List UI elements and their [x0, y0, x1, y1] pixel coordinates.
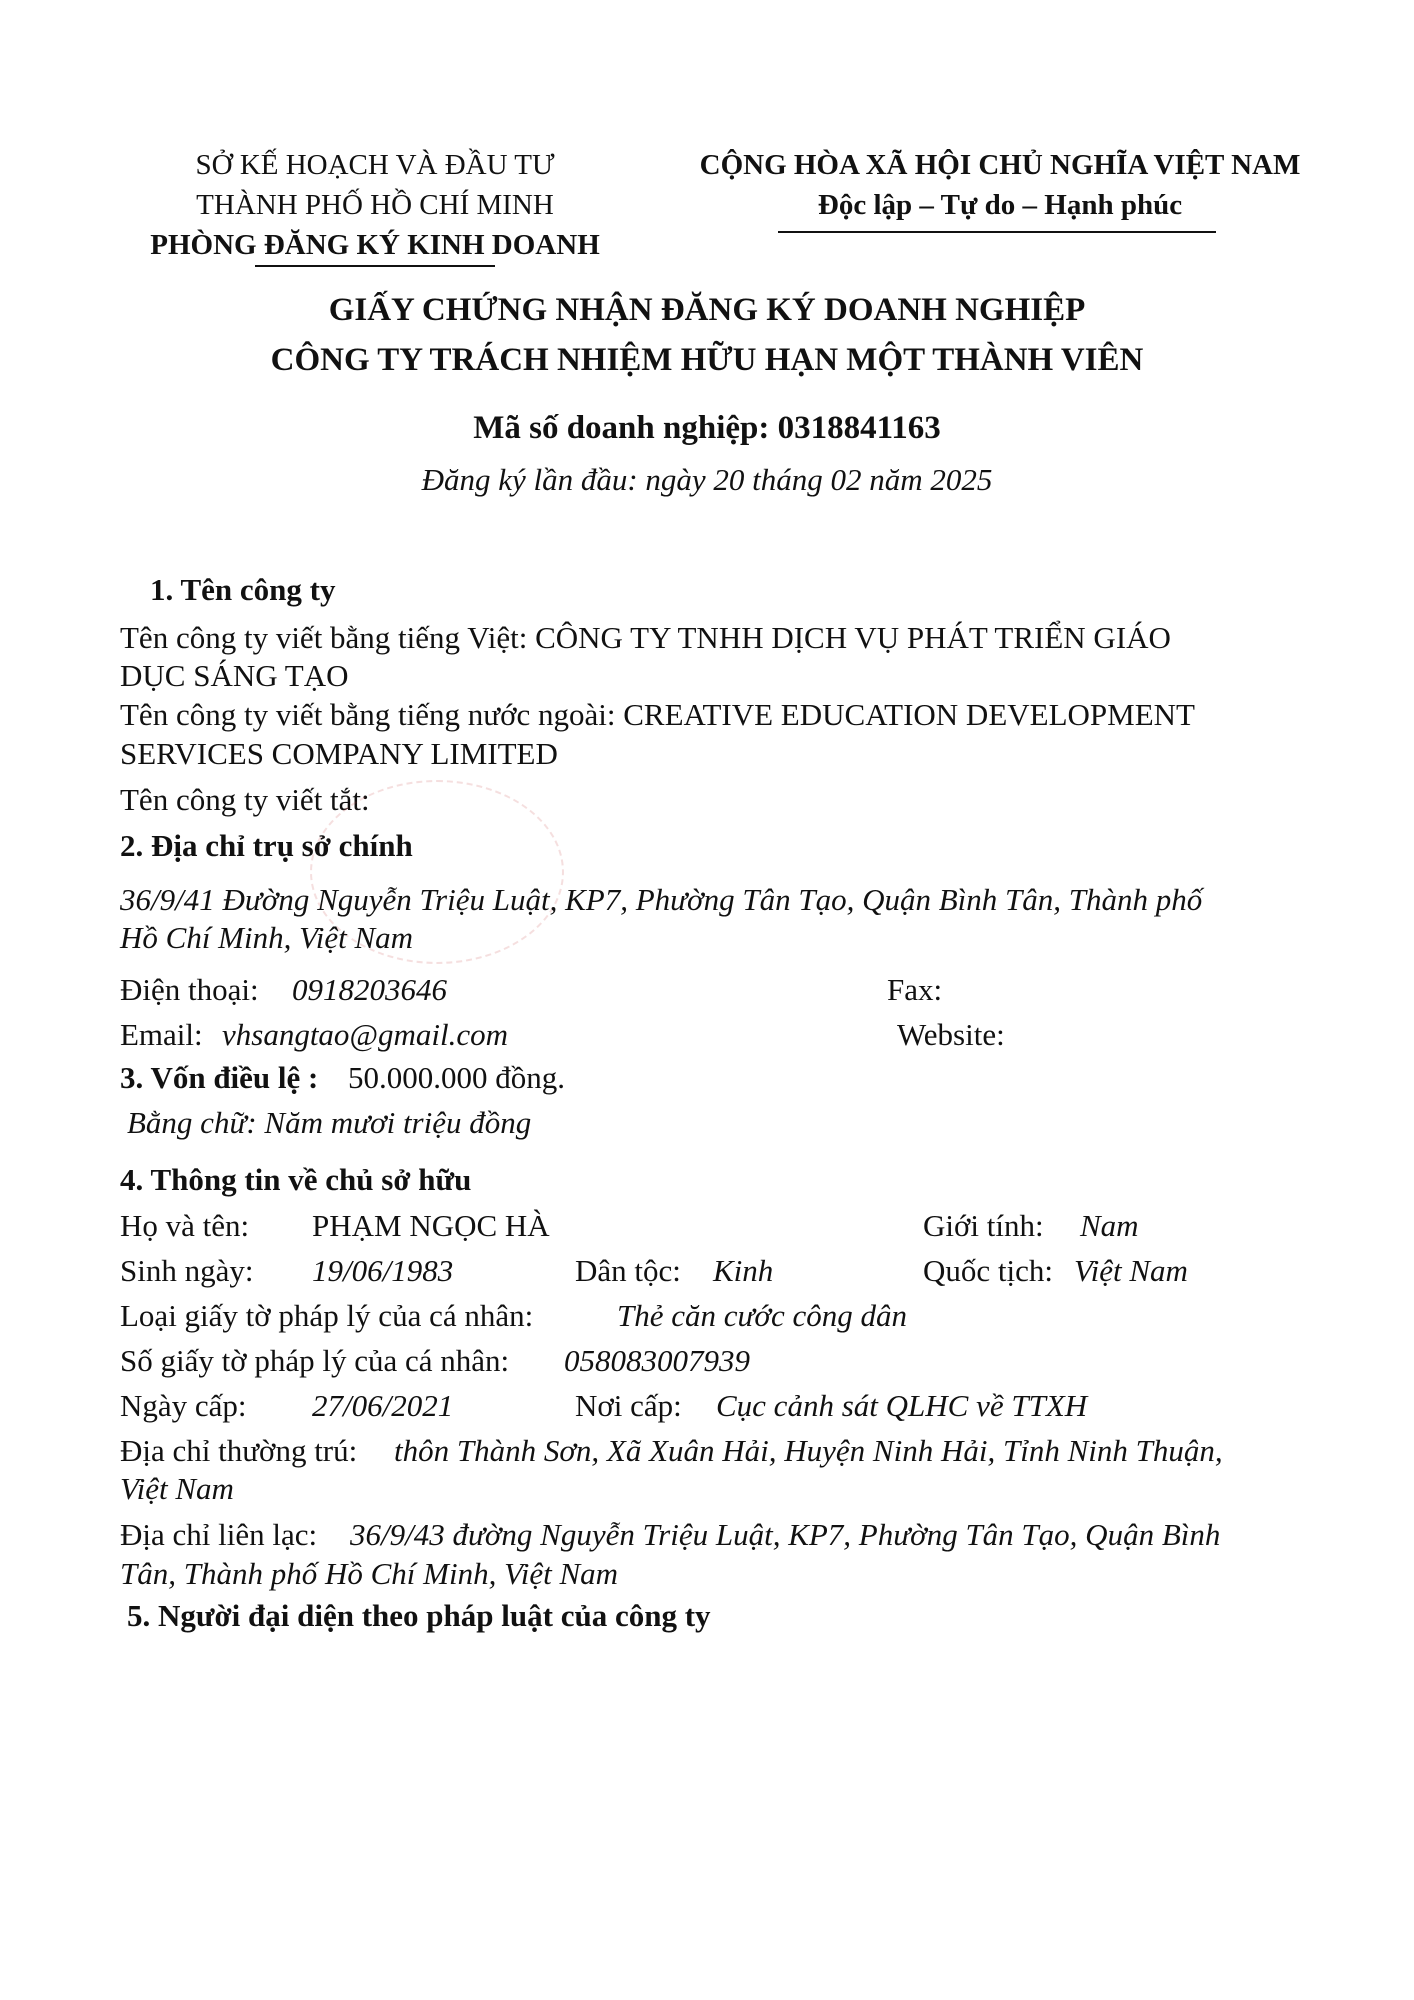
agency-name-line2: THÀNH PHỐ HỒ CHÍ MINH [196, 189, 554, 221]
dob-value: 19/06/1983 [312, 1253, 454, 1288]
owner-name-label: Họ và tên: [120, 1208, 250, 1243]
motto-underline [778, 231, 1216, 233]
phone-label: Điện thoại: [120, 972, 259, 1007]
contact-address-line1: 36/9/43 đường Nguyễn Triệu Luật, KP7, Phường Tân Tạo, Quận Bình [350, 1517, 1221, 1552]
vn-name-line1: Tên công ty viết bằng tiếng Việt: CÔNG TY TNHH DỊCH VỤ PHÁT TRIỂN GIÁO [120, 620, 1171, 655]
nation-motto: Độc lập – Tự do – Hạnh phúc [817, 189, 1183, 221]
id-number-label: Số giấy tờ pháp lý của cá nhân: [120, 1343, 510, 1378]
email-label: Email: [120, 1017, 203, 1052]
website-label: Website: [897, 1017, 1005, 1052]
charter-capital-amount: 50.000.000 đồng. [348, 1060, 565, 1095]
issue-place-value: Cục cảnh sát QLHC về TTXH [716, 1388, 1088, 1423]
registration-date: Đăng ký lần đầu: ngày 20 tháng 02 năm 2025 [421, 462, 993, 497]
abbr-name-label: Tên công ty viết tắt: [120, 782, 370, 817]
section3-heading: 3. Vốn điều lệ : [120, 1060, 319, 1095]
permanent-address-line2: Việt Nam [120, 1471, 234, 1506]
agency-name-line1: SỞ KẾ HOẠCH VÀ ĐẦU TƯ [195, 149, 555, 181]
charter-capital-words: Bằng chữ: Năm mươi triệu đồng [127, 1105, 532, 1140]
section2-heading: 2. Địa chỉ trụ sở chính [120, 828, 413, 863]
nation-title: CỘNG HÒA XÃ HỘI CHỦ NGHĨA VIỆT NAM [699, 149, 1301, 181]
section5-heading: 5. Người đại diện theo pháp luật của công ty [127, 1598, 711, 1633]
hq-address-line2: Hồ Chí Minh, Việt Nam [120, 920, 414, 955]
agency-underline [255, 265, 495, 267]
section4-heading: 4. Thông tin về chủ sở hữu [120, 1162, 472, 1197]
hq-address-line1: 36/9/41 Đường Nguyễn Triệu Luật, KP7, Phường Tân Tạo, Quận Bình Tân, Thành phố [120, 882, 1203, 917]
phone-value: 0918203646 [292, 972, 447, 1007]
issue-date-label: Ngày cấp: [120, 1388, 247, 1423]
owner-name-value: PHẠM NGỌC HÀ [312, 1208, 550, 1243]
id-type-value: Thẻ căn cước công dân [617, 1298, 907, 1333]
section1-heading: 1. Tên công ty [150, 572, 336, 607]
ethnic-label: Dân tộc: [575, 1253, 681, 1288]
contact-address-line2: Tân, Thành phố Hồ Chí Minh, Việt Nam [120, 1556, 619, 1591]
id-number-value: 058083007939 [564, 1343, 750, 1378]
ethnic-value: Kinh [713, 1253, 774, 1288]
enterprise-code: Mã số doanh nghiệp: 0318841163 [473, 410, 941, 446]
gender-label: Giới tính: [923, 1208, 1044, 1243]
foreign-name-line2: SERVICES COMPANY LIMITED [120, 736, 558, 771]
nationality-value: Việt Nam [1074, 1253, 1188, 1288]
gender-value: Nam [1080, 1208, 1139, 1243]
permanent-address-label: Địa chỉ thường trú: [120, 1433, 358, 1468]
id-type-label: Loại giấy tờ pháp lý của cá nhân: [120, 1298, 534, 1333]
fax-label: Fax: [887, 972, 943, 1007]
agency-name-line3: PHÒNG ĐĂNG KÝ KINH DOANH [150, 229, 600, 261]
permanent-address-line1: thôn Thành Sơn, Xã Xuân Hải, Huyện Ninh Hải, Tỉnh Ninh Thuận, [394, 1433, 1223, 1468]
dob-label: Sinh ngày: [120, 1253, 254, 1288]
nationality-label: Quốc tịch: [923, 1253, 1053, 1288]
certificate-title: GIẤY CHỨNG NHẬN ĐĂNG KÝ DOANH NGHIỆP [328, 292, 1086, 328]
contact-address-label: Địa chỉ liên lạc: [120, 1517, 318, 1552]
issue-date-value: 27/06/2021 [312, 1388, 454, 1423]
company-type-title: CÔNG TY TRÁCH NHIỆM HỮU HẠN MỘT THÀNH VIÊN [270, 342, 1144, 378]
vn-name-line2: DỤC SÁNG TẠO [120, 658, 349, 693]
email-value: vhsangtao@gmail.com [222, 1017, 508, 1052]
issue-place-label: Nơi cấp: [575, 1388, 682, 1423]
foreign-name-line1: Tên công ty viết bằng tiếng nước ngoài: CREATIVE EDUCATION DEVELOPMENT [120, 697, 1195, 732]
